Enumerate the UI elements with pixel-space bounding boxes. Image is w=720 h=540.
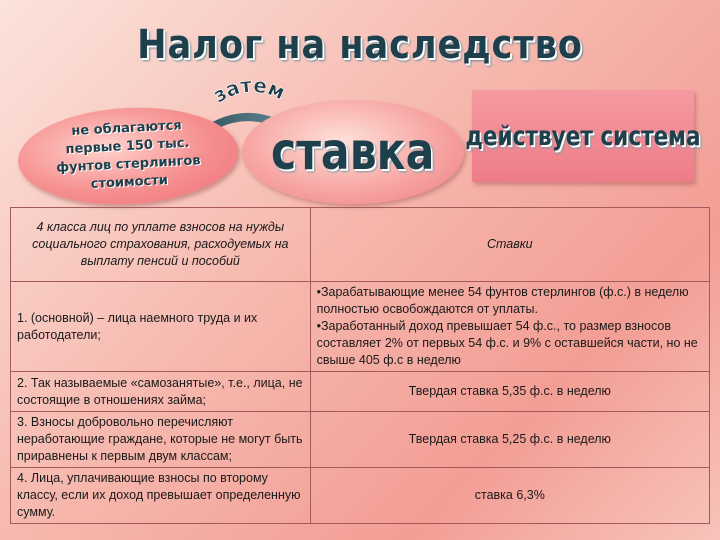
table-row	[11, 468, 710, 524]
category-cell: 3. Взносы добровольно перечисляют неработающие граждане, которые не могут быть приравнены к первым двум классам;	[11, 412, 311, 468]
rate-cell: Твердая ставка 5,25 ф.с. в неделю	[310, 412, 709, 468]
exemption-line-3: фунтов стерлингов стоимости	[55, 153, 201, 192]
table-row	[11, 412, 710, 468]
contributions-table	[10, 207, 710, 524]
rate-bullet: •Заработанный доход превышает 54 ф.с., то размер взносов составляет 2% от первых 54 ф.с. и 9% с оставшейся части, но не свыше 405 ф.с в неделю	[316, 319, 698, 367]
connector-word: затем	[208, 72, 289, 108]
table-row	[11, 282, 710, 372]
table-row	[11, 372, 710, 412]
rate-cell	[310, 282, 709, 372]
rate-cell: ставка 6,3%	[310, 468, 709, 524]
header-rates: Ставки	[310, 208, 709, 282]
exemption-line-2: первые 150 тыс.	[65, 135, 190, 158]
category-cell: 4. Лица, уплачивающие взносы по второму классу, если их доход превышает определенную сумму.	[11, 468, 311, 524]
system-box-label: действует система	[465, 120, 701, 152]
rate-cell: Твердая ставка 5,35 ф.с. в неделю	[310, 372, 709, 412]
rate-oval	[242, 100, 464, 204]
system-box	[465, 90, 701, 182]
exemption-oval	[16, 102, 241, 209]
category-cell: 2. Так называемые «самозанятые», т.е., лица, не состоящие в отношениях займа;	[11, 372, 311, 412]
exemption-line-1: не облагаются	[71, 118, 183, 139]
header-classes: 4 класса лиц по уплате взносов на нужды социального страхования, расходуемых на выплату пенсий и пособий	[11, 208, 311, 282]
page-title: Налог на наследство	[137, 22, 583, 68]
table-header-row	[11, 208, 710, 282]
category-cell: 1. (основной) – лица наемного труда и их работодатели;	[11, 282, 311, 372]
rate-bullet: •Зарабатывающие менее 54 фунтов стерлингов (ф.с.) в неделю полностью освобождаются от уплаты.	[316, 285, 689, 316]
rate-oval-label: ставка	[271, 122, 435, 182]
